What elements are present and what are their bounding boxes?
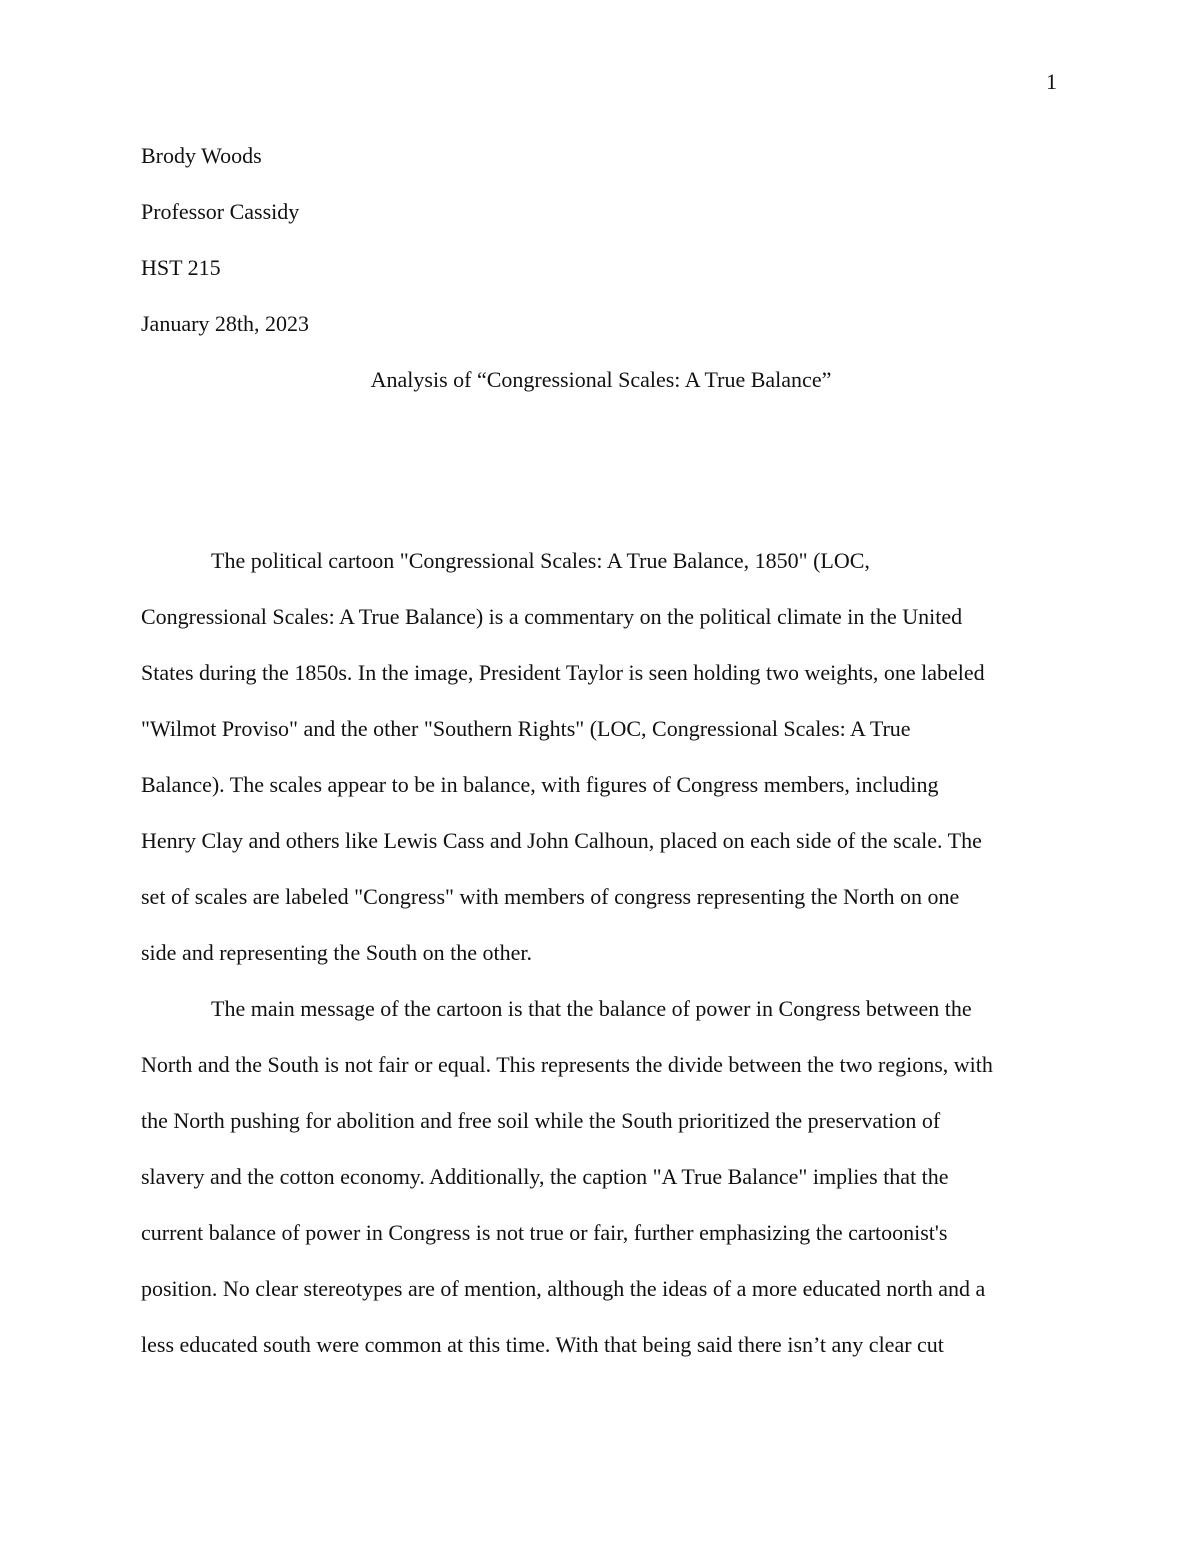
paragraph-1-line: The political cartoon "Congressional Scales: A True Balance, 1850" (LOC, [211, 548, 870, 573]
paragraph-2-line: the North pushing for abolition and free soil while the South prioritized the preservation of [141, 1108, 941, 1133]
paragraph-2-line: current balance of power in Congress is not true or fair, further emphasizing the cartoonist's [141, 1220, 948, 1245]
author-name: Brody Woods [141, 143, 262, 168]
instructor-name: Professor Cassidy [141, 199, 300, 224]
page-number: 1 [1046, 69, 1057, 94]
paragraph-2-line: slavery and the cotton economy. Additionally, the caption "A True Balance" implies that the [141, 1164, 949, 1189]
paragraph-2-line: less educated south were common at this time. With that being said there isn’t any clear cut [141, 1332, 944, 1357]
paragraph-2-line: position. No clear stereotypes are of mention, although the ideas of a more educated north and a [141, 1276, 986, 1301]
paragraph-2-line: North and the South is not fair or equal. This represents the divide between the two regions, with [141, 1052, 993, 1077]
essay-body [141, 533, 1061, 1373]
paragraph-1-line: Congressional Scales: A True Balance) is a commentary on the political climate in the United [141, 604, 963, 629]
paragraph-1-line: Balance). The scales appear to be in balance, with figures of Congress members, including [141, 772, 939, 797]
paragraph-1-line: Henry Clay and others like Lewis Cass and John Calhoun, placed on each side of the scale. The [141, 828, 982, 853]
course-code: HST 215 [141, 255, 221, 280]
paragraph-2-line: The main message of the cartoon is that the balance of power in Congress between the [211, 996, 972, 1021]
essay-title: Analysis of “Congressional Scales: A True Balance” [370, 367, 832, 392]
paragraph-1-line: side and representing the South on the other. [141, 940, 533, 965]
paragraph-1-line: "Wilmot Proviso" and the other "Southern Rights" (LOC, Congressional Scales: A True [141, 716, 911, 741]
submission-date: January 28th, 2023 [141, 311, 310, 336]
mla-header [141, 142, 1061, 366]
paragraph-1-line: States during the 1850s. In the image, President Taylor is seen holding two weights, one labeled [141, 660, 985, 685]
paragraph-1-line: set of scales are labeled "Congress" with members of congress representing the North on one [141, 884, 960, 909]
